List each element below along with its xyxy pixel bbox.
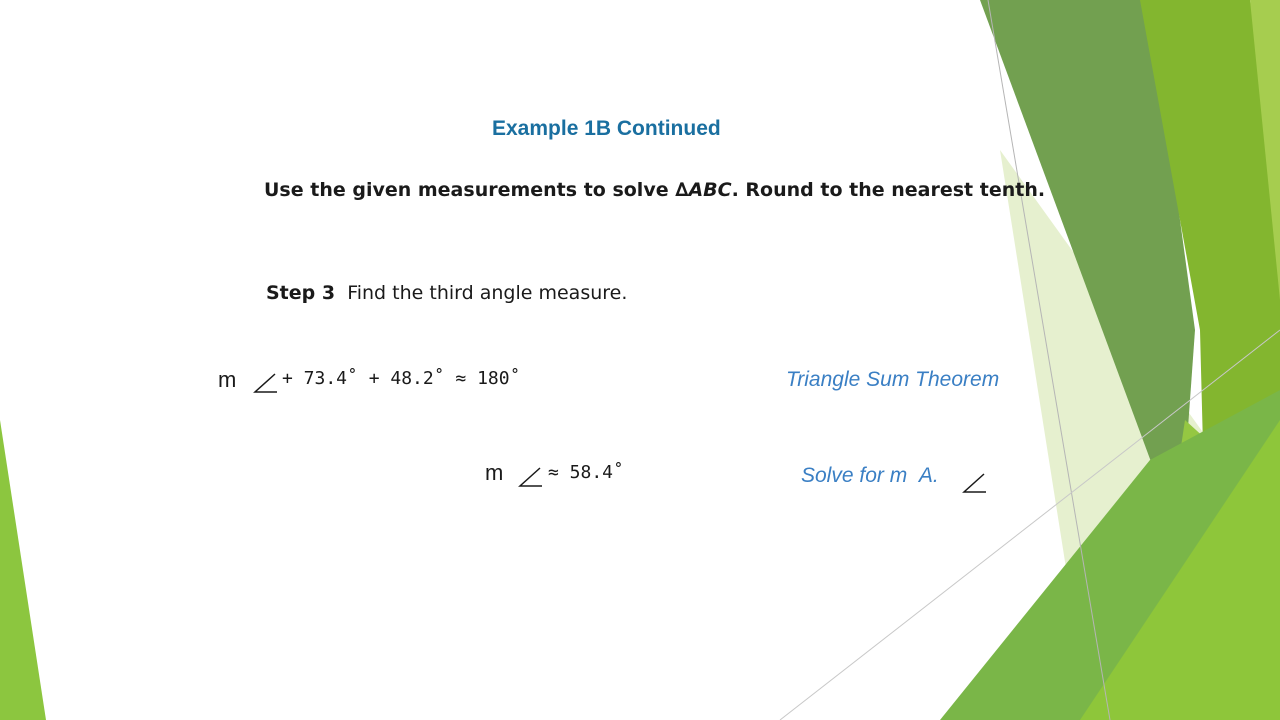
equation2-note-suffix: A. — [918, 464, 939, 487]
equation1-m: m — [218, 367, 237, 392]
angle-icon — [518, 466, 542, 488]
slide-title: Example 1B Continued — [492, 117, 721, 140]
triangle-name: ABC — [688, 179, 732, 201]
instruction-text — [264, 179, 1045, 201]
instruction-suffix: . Round to the nearest tenth. — [731, 179, 1046, 201]
equation2-note — [801, 464, 939, 488]
angle-icon — [253, 372, 277, 394]
equation2-note-prefix: Solve for m — [801, 464, 908, 487]
angle-icon — [962, 472, 986, 494]
step-text: Find the third angle measure. — [347, 282, 628, 304]
step-label: Step 3 — [266, 282, 336, 304]
equation2-m: m — [485, 460, 504, 485]
instruction-prefix: Use the given measurements to solve — [264, 179, 676, 201]
equation1-expression: + 73.4˚ + 48.2˚ ≈ 180˚ — [282, 368, 521, 389]
equation2-expression: ≈ 58.4˚ — [548, 462, 624, 483]
step-line — [266, 282, 627, 304]
triangle-symbol: ∆ — [675, 179, 689, 201]
equation1-note: Triangle Sum Theorem — [786, 368, 1000, 391]
left-accent-shape — [0, 420, 46, 720]
